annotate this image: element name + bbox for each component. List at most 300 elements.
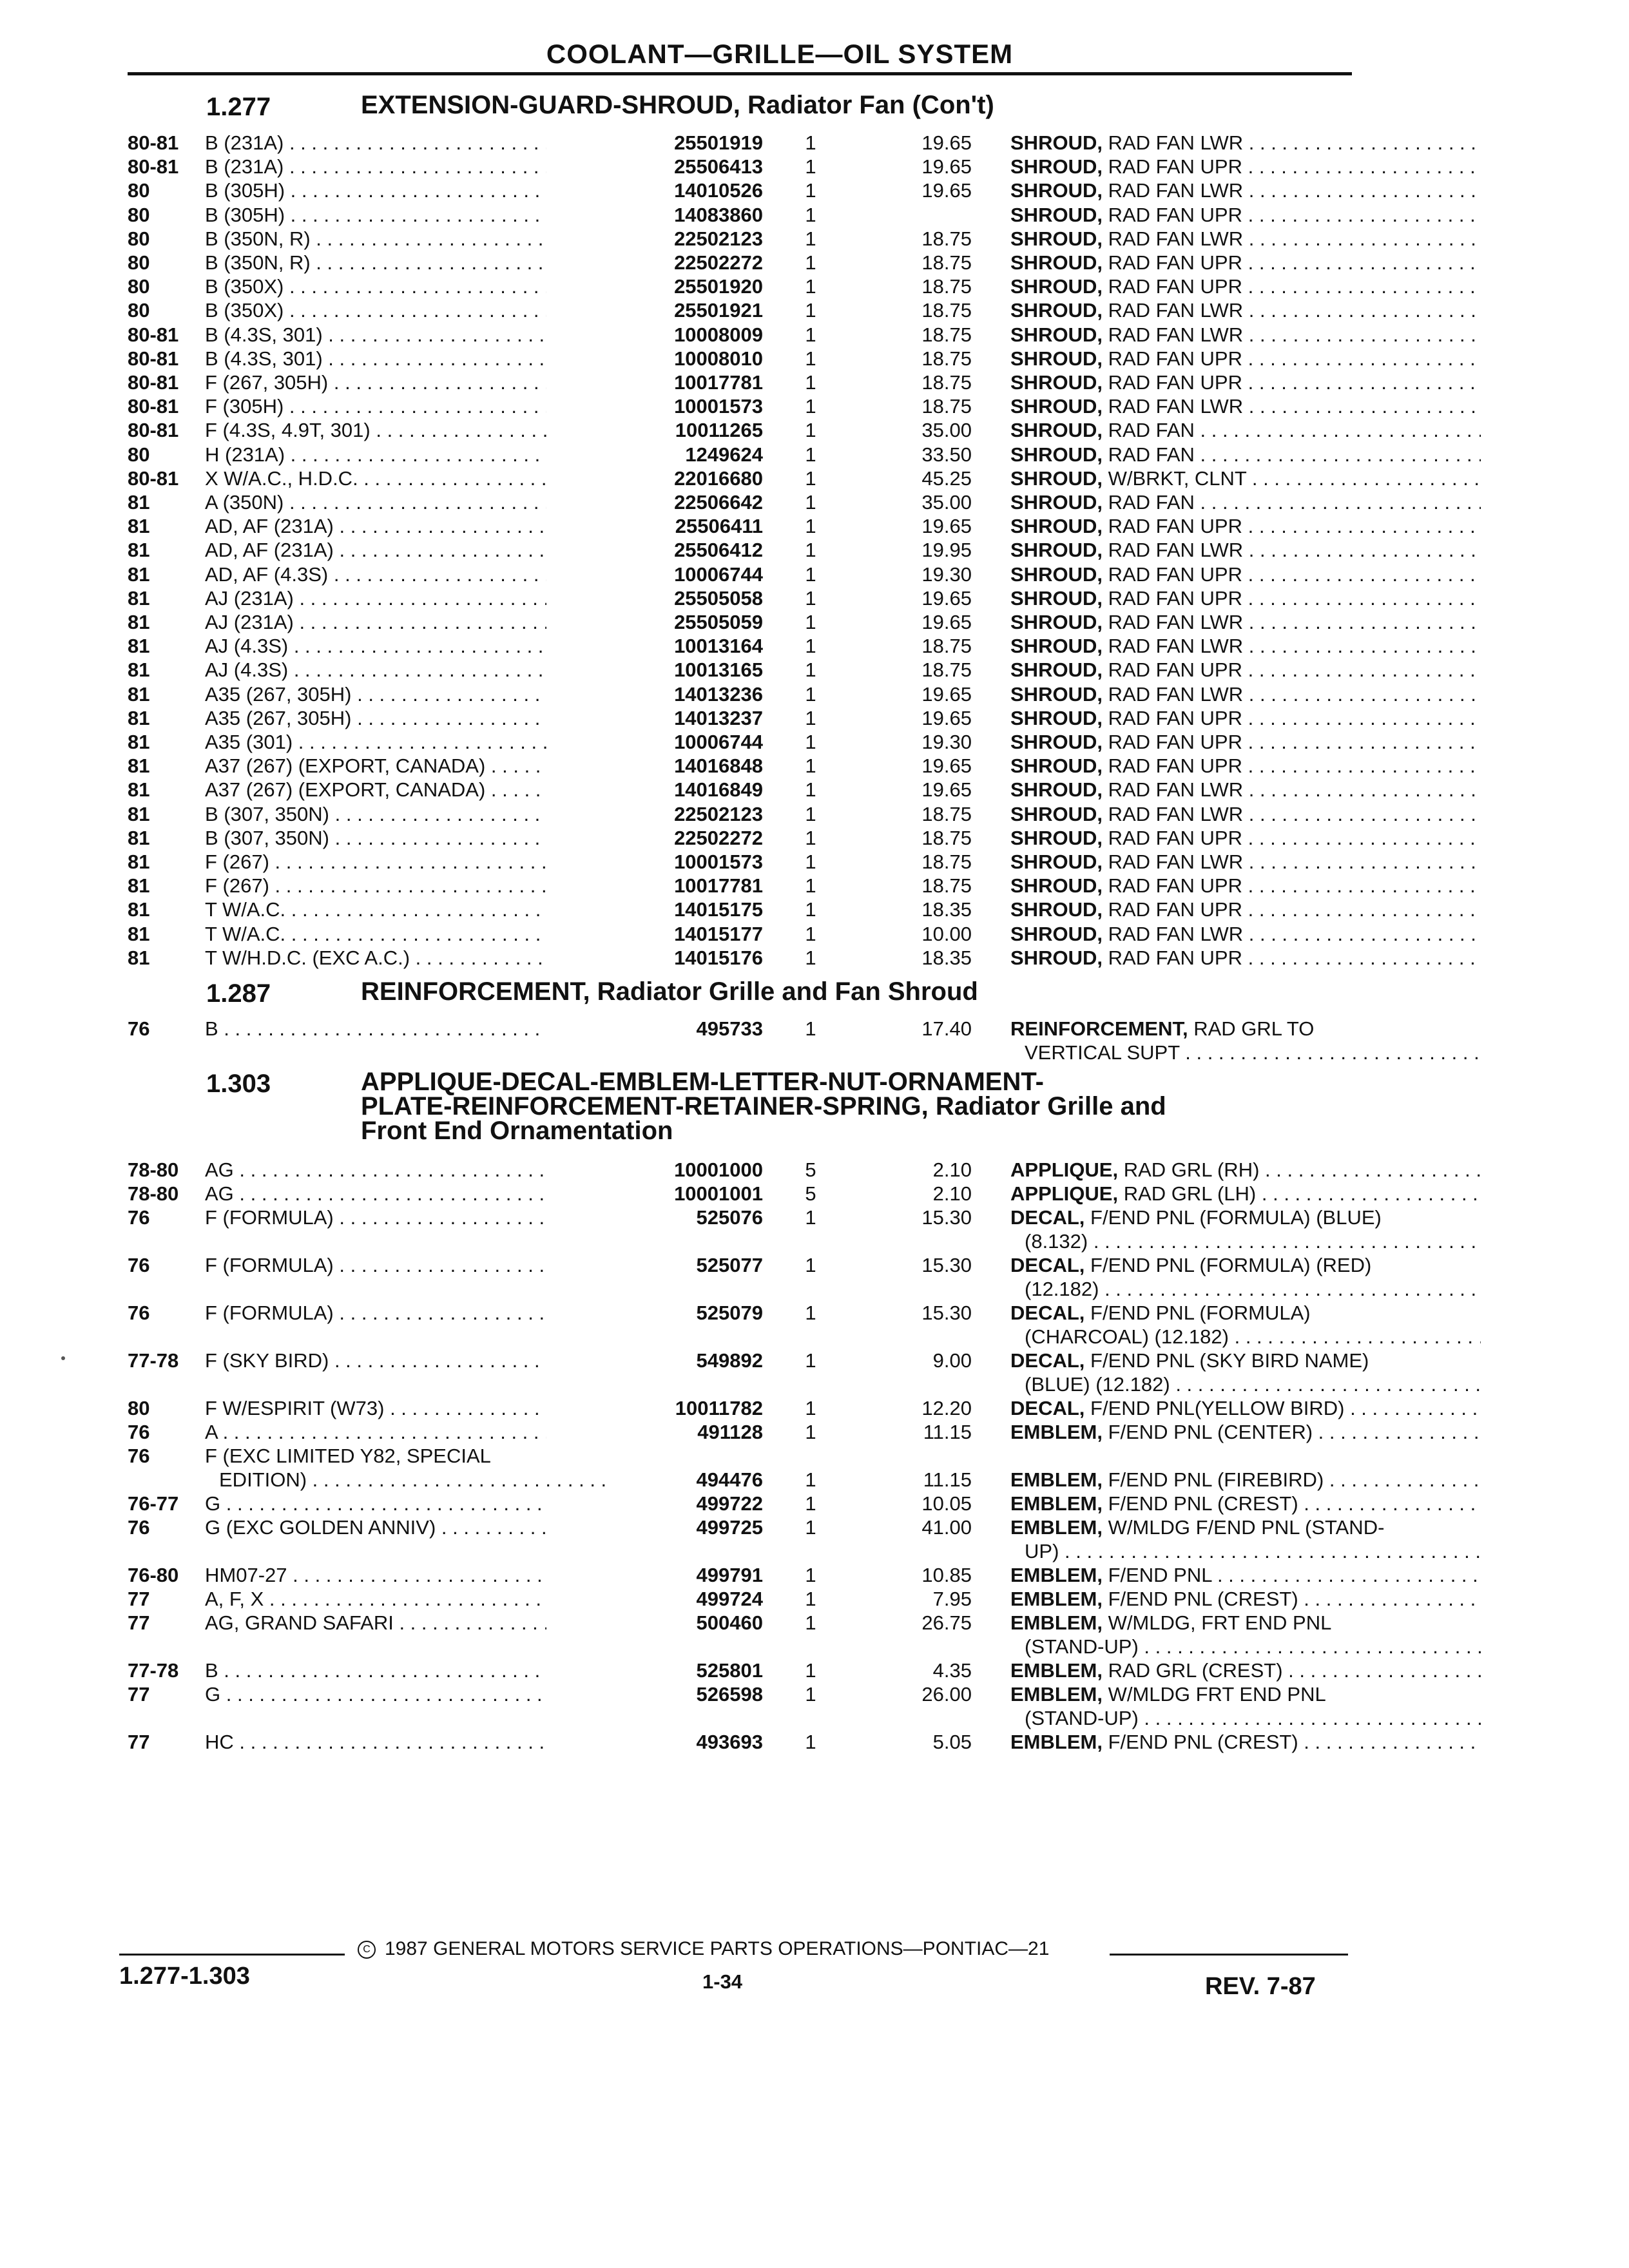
description <box>1010 1611 1481 1635</box>
description-text: RAD FAN UPR <box>1108 754 1242 778</box>
footer-revision: REV. 7-87 <box>1205 1973 1316 2000</box>
model-code: F (4.3S, 4.9T, 301) . . . <box>205 419 675 441</box>
table-row <box>128 1206 1382 1253</box>
section-number: 1.303 <box>206 1070 271 1098</box>
model-year: 80 <box>128 251 150 274</box>
part-number: 10008010 <box>546 347 763 370</box>
model-year: 81 <box>128 826 150 849</box>
description-text: RAD FAN LWR <box>1108 922 1244 945</box>
description-noun: SHROUD, <box>1010 466 1103 490</box>
description-noun: SHROUD, <box>1010 946 1103 969</box>
quantity: 1 <box>805 850 816 873</box>
description-noun: SHROUD, <box>1010 323 1103 346</box>
section-title: REINFORCEMENT, Radiator Grille and Fan Shroud <box>361 977 978 1006</box>
description <box>1010 1682 1481 1706</box>
description-noun: EMBLEM, <box>1010 1421 1103 1443</box>
quantity: 1 <box>805 131 816 154</box>
model-code: B (350N, R) . . . <box>205 227 675 250</box>
description <box>1010 802 1481 826</box>
part-number: 499724 <box>546 1587 763 1611</box>
price: 18.75 <box>921 802 972 825</box>
price: 19.65 <box>921 682 972 706</box>
description <box>1010 1468 1481 1492</box>
part-number: 14013236 <box>546 682 763 706</box>
model-year: 80-81 <box>128 131 179 154</box>
quantity: 1 <box>805 1564 816 1586</box>
description-continued: UP) . . . <box>1025 1539 1481 1563</box>
description-text: F/END PNL (CREST) <box>1108 1731 1298 1753</box>
footer-rule-left <box>119 1954 345 1956</box>
part-number: 10013164 <box>546 634 763 658</box>
table-row <box>128 1253 1372 1300</box>
price: 18.75 <box>921 323 972 346</box>
table-row <box>128 1444 1352 1491</box>
table-row <box>128 874 1352 898</box>
description <box>1010 418 1481 442</box>
part-number: 14015177 <box>546 922 763 946</box>
description <box>1010 706 1481 730</box>
description <box>1010 754 1481 778</box>
model-code: B (350N, R) . . . <box>205 251 675 274</box>
description <box>1010 178 1481 202</box>
table-row <box>128 1682 1352 1729</box>
model-year: 81 <box>128 946 150 969</box>
description-noun: SHROUD, <box>1010 826 1103 849</box>
description-noun: EMBLEM, <box>1010 1516 1103 1539</box>
model-year: 81 <box>128 586 150 610</box>
price: 7.95 <box>932 1588 972 1610</box>
part-number: 14083860 <box>546 203 763 227</box>
table-row <box>128 1611 1352 1658</box>
model-code: AD, AF (231A) . . . <box>205 515 675 537</box>
price: 18.75 <box>921 251 972 274</box>
description-continued: (STAND-UP) . . . <box>1025 1635 1481 1658</box>
description-noun: SHROUD, <box>1010 754 1103 778</box>
model-year: 76-80 <box>128 1564 179 1586</box>
part-number: 10013165 <box>546 658 763 682</box>
model-year: 80-81 <box>128 395 179 418</box>
description-noun: REINFORCEMENT, <box>1010 1017 1188 1040</box>
part-number: 500460 <box>546 1611 763 1635</box>
description-text: RAD FAN UPR <box>1108 347 1242 370</box>
price: 19.65 <box>921 706 972 729</box>
price: 26.75 <box>921 1611 972 1634</box>
description-noun: SHROUD, <box>1010 443 1103 466</box>
description-noun: EMBLEM, <box>1010 1683 1103 1706</box>
part-number: 14016849 <box>546 778 763 802</box>
section-title <box>361 1070 1366 1143</box>
quantity: 1 <box>805 1683 816 1706</box>
description-text: RAD FAN UPR <box>1108 515 1242 538</box>
part-number: 10017781 <box>546 370 763 394</box>
description-noun: EMBLEM, <box>1010 1468 1103 1491</box>
table-row <box>128 1396 1352 1420</box>
description-noun: SHROUD, <box>1010 395 1103 418</box>
model-year: 81 <box>128 850 150 873</box>
description-noun: DECAL, <box>1010 1302 1085 1324</box>
price: 18.75 <box>921 658 972 682</box>
model-code: AG, GRAND SAFARI . . . <box>205 1611 675 1634</box>
price: 18.75 <box>921 227 972 250</box>
model-year: 81 <box>128 731 150 753</box>
description-noun: SHROUD, <box>1010 658 1103 682</box>
footer-rule-right <box>1110 1954 1348 1956</box>
model-code: AJ (4.3S) . . . <box>205 658 675 681</box>
model-year: 76 <box>128 1516 150 1539</box>
model-year: 80 <box>128 275 150 298</box>
part-number: 10011782 <box>546 1396 763 1420</box>
quantity: 1 <box>805 635 816 658</box>
part-number: 499791 <box>546 1563 763 1587</box>
table-row <box>128 514 1352 538</box>
price: 2.10 <box>932 1158 972 1181</box>
model-code: B (350X) . . . <box>205 299 675 322</box>
table-row <box>128 946 1352 970</box>
quantity: 1 <box>805 251 816 274</box>
model-code: T W/A.C. . . . <box>205 898 675 921</box>
quantity: 1 <box>805 515 816 538</box>
description-text: F/END PNL (CENTER) <box>1108 1421 1313 1443</box>
model-code: AJ (4.3S) . . . <box>205 635 675 657</box>
model-year: 77-78 <box>128 1659 179 1682</box>
table-row <box>128 1563 1352 1587</box>
part-number: 14013237 <box>546 706 763 730</box>
table-row <box>128 155 1352 178</box>
quantity: 1 <box>805 731 816 753</box>
part-number: 10008009 <box>546 323 763 347</box>
model-year: 81 <box>128 706 150 729</box>
description-noun: SHROUD, <box>1010 682 1103 706</box>
model-code: F (305H) . . . <box>205 395 675 418</box>
description <box>1010 610 1481 634</box>
quantity: 1 <box>805 1468 816 1491</box>
quantity: 1 <box>805 1206 816 1229</box>
description <box>1010 1206 1481 1229</box>
model-year: 77-78 <box>128 1349 179 1372</box>
table-row <box>128 466 1352 490</box>
section-number: 1.277 <box>206 93 271 121</box>
description <box>1010 490 1481 514</box>
description-text: W/MLDG, FRT END PNL <box>1108 1611 1332 1634</box>
description <box>1010 874 1481 898</box>
model-year: 81 <box>128 515 150 538</box>
description-noun: SHROUD, <box>1010 874 1103 898</box>
price: 35.00 <box>921 419 972 442</box>
quantity: 1 <box>805 1421 816 1443</box>
quantity: 1 <box>805 1492 816 1515</box>
model-code: G . . . <box>205 1492 675 1515</box>
price: 18.75 <box>921 826 972 849</box>
part-number: 14016848 <box>546 754 763 778</box>
model-year: 76 <box>128 1254 150 1276</box>
model-year: 76 <box>128 1017 150 1040</box>
description-text: F/END PNL (FIREBIRD) <box>1108 1468 1324 1491</box>
part-number: 25505058 <box>546 586 763 610</box>
description <box>1010 155 1481 178</box>
table-row <box>128 778 1352 802</box>
description-noun: SHROUD, <box>1010 419 1103 442</box>
quantity: 1 <box>805 682 816 706</box>
table-row <box>128 251 1352 274</box>
price: 18.35 <box>921 946 972 969</box>
table-row <box>128 227 1352 251</box>
price: 15.30 <box>921 1254 972 1276</box>
part-number: 499725 <box>546 1515 763 1539</box>
description <box>1010 1658 1481 1682</box>
model-year: 77 <box>128 1731 150 1753</box>
description-noun: DECAL, <box>1010 1397 1085 1419</box>
description <box>1010 682 1481 706</box>
description <box>1010 826 1481 850</box>
price: 10.05 <box>921 1492 972 1515</box>
description-noun: SHROUD, <box>1010 611 1103 633</box>
table-row <box>128 1158 1352 1182</box>
part-number: 22502272 <box>546 826 763 850</box>
quantity: 1 <box>805 706 816 729</box>
price: 19.65 <box>921 155 972 178</box>
description-noun: SHROUD, <box>1010 347 1103 370</box>
table-row <box>128 443 1352 466</box>
description-noun: APPLIQUE, <box>1010 1158 1119 1181</box>
description-continued: (STAND-UP) . . . <box>1025 1706 1481 1730</box>
quantity: 1 <box>805 658 816 682</box>
part-number: 525076 <box>546 1206 763 1229</box>
table-row <box>128 1730 1352 1754</box>
part-number: 10006744 <box>546 730 763 754</box>
part-number: 494476 <box>546 1468 763 1492</box>
model-code: B (305H) . . . <box>205 204 675 226</box>
model-year: 77 <box>128 1588 150 1610</box>
description-text: RAD FAN UPR <box>1108 658 1242 682</box>
table-row <box>128 298 1352 322</box>
description-text: RAD FAN UPR <box>1108 898 1242 921</box>
model-year: 80 <box>128 227 150 250</box>
quantity: 5 <box>805 1158 816 1181</box>
description <box>1010 730 1481 754</box>
model-code: B . . . <box>205 1017 675 1040</box>
model-year: 76 <box>128 1302 150 1324</box>
part-number: 22502123 <box>546 802 763 826</box>
description-continued: (BLUE) (12.182) . . . <box>1025 1372 1481 1396</box>
model-year: 80-81 <box>128 371 179 394</box>
description-noun: DECAL, <box>1010 1206 1085 1229</box>
description-text: F/END PNL (CREST) <box>1108 1588 1298 1610</box>
description-noun: APPLIQUE, <box>1010 1182 1119 1205</box>
model-year: 76 <box>128 1445 150 1467</box>
table-row <box>128 1017 1352 1064</box>
table-row <box>128 347 1352 370</box>
description <box>1010 658 1481 682</box>
quantity: 1 <box>805 1731 816 1753</box>
description-continued: (8.132) . . . <box>1025 1229 1481 1253</box>
model-code: F (FORMULA) . . . <box>205 1206 675 1229</box>
price: 19.65 <box>921 131 972 154</box>
quantity: 1 <box>805 922 816 945</box>
quantity: 1 <box>805 179 816 202</box>
quantity: 1 <box>805 1017 816 1040</box>
model-year: 80 <box>128 1397 150 1419</box>
model-code: X W/A.C., H.D.C. . . . <box>205 467 675 490</box>
description-text: RAD FAN LWR <box>1108 227 1244 250</box>
description-noun: EMBLEM, <box>1010 1731 1103 1753</box>
model-year: 81 <box>128 562 150 586</box>
price: 18.75 <box>921 850 972 873</box>
description-noun: SHROUD, <box>1010 131 1103 154</box>
quantity: 1 <box>805 1659 816 1682</box>
part-number: 25506411 <box>546 514 763 538</box>
description-noun: SHROUD, <box>1010 562 1103 586</box>
model-code: T W/H.D.C. (EXC A.C.) . . . <box>205 947 675 969</box>
model-year: 78-80 <box>128 1182 179 1205</box>
description <box>1010 1396 1481 1420</box>
quantity: 1 <box>805 1397 816 1419</box>
model-code: F (FORMULA) . . . <box>205 1302 675 1324</box>
part-number: 14015175 <box>546 898 763 921</box>
description-noun: EMBLEM, <box>1010 1588 1103 1610</box>
quantity: 1 <box>805 203 816 226</box>
table-row <box>128 730 1352 754</box>
model-code: A . . . <box>205 1421 675 1443</box>
table-row <box>128 1515 1385 1562</box>
description-noun: DECAL, <box>1010 1254 1085 1276</box>
part-number: 22502272 <box>546 251 763 274</box>
price: 19.30 <box>921 731 972 753</box>
quantity: 1 <box>805 874 816 898</box>
footer-page-number: 1-34 <box>702 1970 743 1993</box>
table-row <box>128 323 1352 347</box>
model-code: AG . . . <box>205 1158 675 1181</box>
description-text: RAD FAN LWR <box>1108 850 1244 873</box>
part-number: 25501920 <box>546 274 763 298</box>
description-text: RAD FAN UPR <box>1108 371 1242 394</box>
table-row <box>128 586 1352 610</box>
description <box>1010 1492 1481 1515</box>
description <box>1010 1158 1481 1182</box>
price: 19.30 <box>921 562 972 586</box>
description-text: RAD FAN LWR <box>1108 778 1244 802</box>
part-number: 10001001 <box>546 1182 763 1206</box>
table-row <box>128 826 1352 850</box>
table-row <box>128 610 1352 634</box>
description-noun: SHROUD, <box>1010 155 1103 178</box>
table-row <box>128 1492 1352 1515</box>
price: 4.35 <box>932 1659 972 1682</box>
model-code: A35 (267, 305H) . . . <box>205 683 675 706</box>
quantity: 1 <box>805 778 816 802</box>
description <box>1010 1253 1481 1277</box>
table-row <box>128 922 1352 946</box>
model-code: F (EXC LIMITED Y82, SPECIAL <box>205 1445 491 1467</box>
description-text: RAD FAN UPR <box>1108 203 1242 226</box>
description <box>1010 323 1481 347</box>
part-number: 10011265 <box>546 418 763 442</box>
table-row <box>128 370 1352 394</box>
model-year: 80-81 <box>128 323 179 346</box>
part-number: 14015176 <box>546 946 763 970</box>
description <box>1010 131 1481 155</box>
price: 45.25 <box>921 466 972 490</box>
description <box>1010 466 1481 490</box>
table-row <box>128 131 1352 155</box>
description-text: RAD FAN UPR <box>1108 275 1242 298</box>
description-text: RAD FAN LWR <box>1108 682 1244 706</box>
model-code: G . . . <box>205 1683 675 1706</box>
description-noun: SHROUD, <box>1010 179 1103 202</box>
price: 10.00 <box>921 922 972 945</box>
description-noun: SHROUD, <box>1010 371 1103 394</box>
model-code: A37 (267) (EXPORT, CANADA) . . . <box>205 754 675 777</box>
quantity: 1 <box>805 1516 816 1539</box>
page-title: COOLANT—GRILLE—OIL SYSTEM <box>546 39 1014 69</box>
description-noun: EMBLEM, <box>1010 1564 1103 1586</box>
table-row <box>128 658 1352 682</box>
model-year: 80-81 <box>128 155 179 178</box>
quantity: 1 <box>805 1611 816 1634</box>
part-number: 10001573 <box>546 850 763 874</box>
description-noun: SHROUD, <box>1010 731 1103 753</box>
model-code: B (231A) . . . <box>205 131 675 154</box>
model-year: 81 <box>128 898 150 921</box>
part-number: 525077 <box>546 1253 763 1277</box>
model-code: F (267) . . . <box>205 874 675 897</box>
section-title: EXTENSION-GUARD-SHROUD, Radiator Fan (Con't) <box>361 91 994 119</box>
part-number: 525079 <box>546 1301 763 1325</box>
description-text: F/END PNL (FORMULA) (BLUE) <box>1090 1206 1382 1229</box>
description <box>1010 538 1481 562</box>
copyright-icon: C <box>358 1941 376 1959</box>
table-row <box>128 178 1352 202</box>
model-code: F (SKY BIRD) . . . <box>205 1349 675 1372</box>
model-code: AJ (231A) . . . <box>205 587 675 610</box>
model-year: 77 <box>128 1683 150 1706</box>
description <box>1010 1182 1481 1206</box>
part-number: 14010526 <box>546 178 763 202</box>
description-noun: SHROUD, <box>1010 778 1103 802</box>
part-number: 22016680 <box>546 466 763 490</box>
description <box>1010 274 1481 298</box>
price: 15.30 <box>921 1302 972 1324</box>
model-code: HM07-27 . . . <box>205 1564 675 1586</box>
section-title-line: Front End Ornamentation <box>361 1117 673 1145</box>
model-year: 80 <box>128 179 150 202</box>
price: 19.95 <box>921 539 972 562</box>
table-row <box>128 634 1352 658</box>
description-text: RAD GRL TO <box>1193 1017 1315 1040</box>
quantity: 1 <box>805 347 816 370</box>
description <box>1010 634 1481 658</box>
quantity: 1 <box>805 562 816 586</box>
part-number: 10006744 <box>546 562 763 586</box>
model-cell <box>205 1444 675 1468</box>
model-year: 81 <box>128 778 150 802</box>
description <box>1010 251 1481 274</box>
description-text: W/MLDG F/END PNL (STAND- <box>1108 1516 1385 1539</box>
description-text: RAD FAN LWR <box>1108 179 1244 202</box>
description-text: RAD FAN UPR <box>1108 874 1242 898</box>
model-code: AD, AF (231A) . . . <box>205 539 675 561</box>
model-code: A37 (267) (EXPORT, CANADA) . . . <box>205 778 675 801</box>
description-text: RAD FAN LWR <box>1108 395 1244 418</box>
description-noun: DECAL, <box>1010 1349 1085 1372</box>
model-code: A35 (267, 305H) . . . <box>205 707 675 729</box>
description-noun: EMBLEM, <box>1010 1492 1103 1515</box>
model-year: 80 <box>128 299 150 322</box>
table-row <box>128 562 1352 586</box>
table-row <box>128 538 1352 562</box>
model-code: T W/A.C. . . . <box>205 923 675 945</box>
table-row <box>128 1301 1352 1348</box>
description-text: RAD FAN LWR <box>1108 131 1244 154</box>
